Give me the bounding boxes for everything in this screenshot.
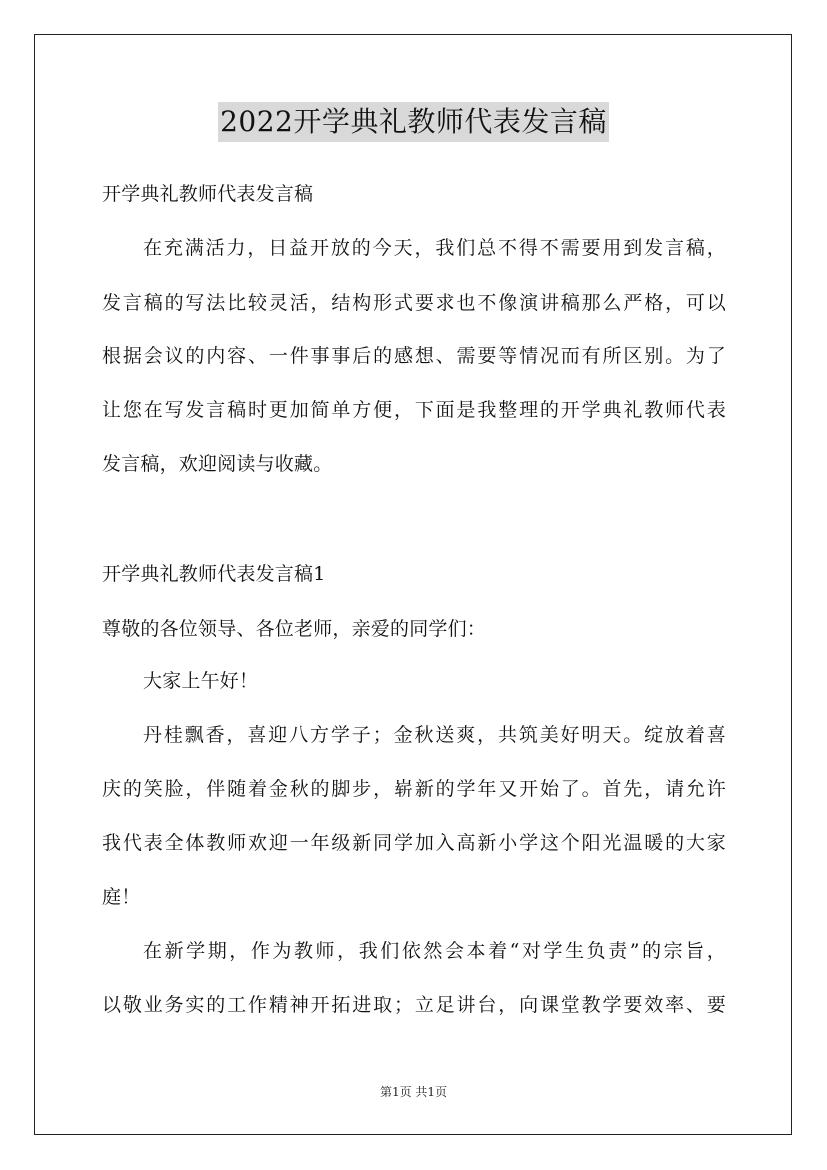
subtitle: 开学典礼教师代表发言稿: [102, 183, 314, 205]
page-title: 2022开学典礼教师代表发言稿: [218, 102, 609, 142]
section-title: 开学典礼教师代表发言稿1: [102, 563, 326, 585]
para1-line-2: 庆的笑脸，伴随着金秋的脚步，崭新的学年又开始了。首先，请允许: [102, 778, 726, 800]
intro-line-1: 在充满活力，日益开放的今天，我们总不得不需要用到发言稿，: [143, 237, 726, 259]
para1-line-4: 庭！: [102, 886, 141, 908]
para2-line-2: 以敬业务实的工作精神开拓进取；立足讲台，向课堂教学要效率、要: [102, 994, 726, 1016]
para1-line-1: 丹桂飘香，喜迎八方学子；金秋送爽，共筑美好明天。绽放着喜: [143, 724, 726, 746]
intro-line-3: 根据会议的内容、一件事事后的感想、需要等情况而有所区别。为了: [102, 345, 726, 367]
intro-line-4: 让您在写发言稿时更加简单方便，下面是我整理的开学典礼教师代表: [102, 399, 726, 421]
title-container: [0, 102, 827, 142]
intro-line-2: 发言稿的写法比较灵活，结构形式要求也不像演讲稿那么严格，可以: [102, 292, 726, 314]
salutation: 尊敬的各位领导、各位老师，亲爱的同学们：: [102, 618, 487, 640]
page-footer: 第1页 共1页: [379, 1085, 448, 1099]
intro-line-5: 发言稿，欢迎阅读与收藏。: [102, 453, 333, 475]
para2-line-1: 在新学期，作为教师，我们依然会本着“对学生负责”的宗旨，: [143, 940, 726, 962]
para1-line-3: 我代表全体教师欢迎一年级新同学加入高新小学这个阳光温暖的大家: [102, 832, 726, 854]
greeting: 大家上午好！: [143, 670, 259, 692]
